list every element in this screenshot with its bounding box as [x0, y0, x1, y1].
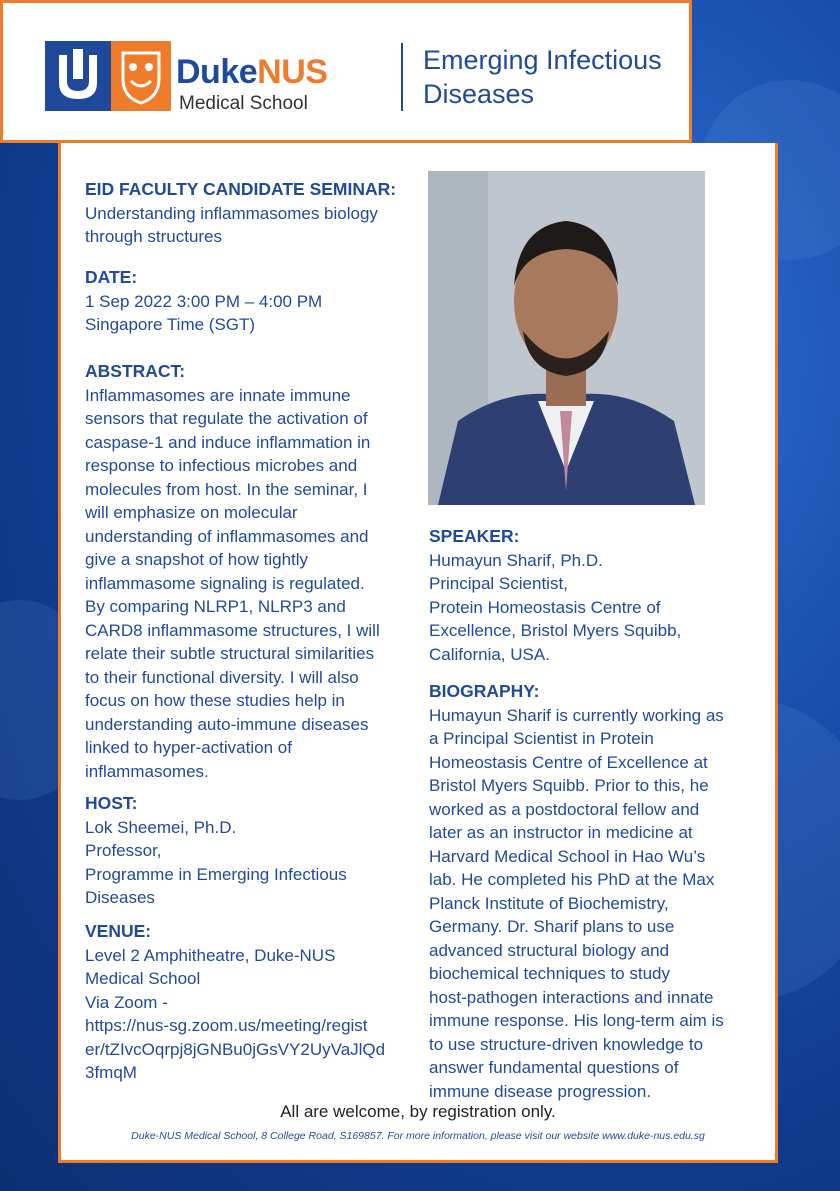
biography-line: Harvard Medical School in Hao Wu’s — [429, 846, 706, 866]
venue-section — [85, 920, 385, 1085]
biography-section — [429, 680, 724, 1103]
header-divider — [401, 43, 403, 111]
speaker-photo — [428, 171, 705, 505]
title-line: Diseases — [423, 79, 535, 109]
seminar-section — [85, 178, 396, 249]
biography-line: worked as a postdoctoral fellow and — [429, 799, 700, 819]
abstract-line: molecules from host. In the seminar, I — [85, 479, 368, 499]
speaker-line: California, USA. — [429, 644, 550, 664]
host-heading: HOST: — [85, 793, 138, 813]
date-line: 1 Sep 2022 3:00 PM – 4:00 PM — [85, 291, 323, 311]
biography-line: Humayun Sharif is currently working as — [429, 705, 724, 725]
venue-line: Medical School — [85, 969, 201, 988]
abstract-line: response to infectious microbes and — [85, 456, 358, 475]
programme-title — [423, 43, 662, 111]
biography-line: a Principal Scientist in Protein — [429, 729, 654, 748]
abstract-heading: ABSTRACT: — [85, 361, 186, 381]
speaker-heading: SPEAKER: — [429, 526, 520, 546]
seminar-line: through structures — [85, 227, 223, 246]
abstract-line: give a snapshot of how tightly — [85, 550, 309, 569]
biography-heading: BIOGRAPHY: — [429, 681, 540, 701]
venue-zoom-link[interactable]: er/tZIvcOqrpj8jGNBu0jGsVY2UyVaJlQd — [85, 1039, 386, 1059]
abstract-line: caspase-1 and induce inflammation in — [85, 432, 371, 452]
speaker-line: Principal Scientist, — [429, 574, 568, 593]
registration-note: All are welcome, by registration only. — [280, 1102, 556, 1121]
venue-line: Level 2 Amphitheatre, Duke-NUS — [85, 945, 336, 965]
biography-line: Bristol Myers Squibb. Prior to this, he — [429, 776, 709, 795]
abstract-line: understanding of inflammasomes and — [85, 526, 369, 546]
host-line: Diseases — [85, 888, 155, 907]
biography-line: answer fundamental questions of — [429, 1058, 679, 1077]
host-line: Lok Sheemei, Ph.D. — [85, 817, 237, 837]
host-section — [85, 792, 347, 910]
abstract-line: understanding auto-immune diseases — [85, 714, 369, 734]
speaker-line: Humayun Sharif, Ph.D. — [429, 550, 603, 570]
seminar-heading: EID FACULTY CANDIDATE SEMINAR: — [85, 179, 397, 199]
venue-zoom-link[interactable]: 3fmqM — [85, 1063, 137, 1082]
abstract-line: sensors that regulate the activation of — [85, 409, 368, 428]
biography-line: immune response. His long-term aim is — [429, 1011, 724, 1030]
speaker-section — [429, 525, 681, 666]
abstract-line: focus on how these studies help in — [85, 691, 345, 710]
biography-line: biochemical techniques to study — [429, 964, 670, 983]
title-line: Emerging Infectious — [423, 45, 662, 75]
header-banner — [0, 0, 692, 143]
host-line: Professor, — [85, 841, 162, 860]
seminar-line: Understanding inflammasomes biology — [85, 203, 378, 223]
date-line: Singapore Time (SGT) — [85, 315, 256, 334]
duke-shield-logo — [45, 41, 111, 111]
abstract-line: inflammasomes. — [85, 761, 209, 781]
biography-line: immune disease progression. — [429, 1081, 652, 1101]
abstract-line: inflammasome signaling is regulated. — [85, 573, 365, 593]
brand-subtitle: Medical School — [179, 93, 308, 114]
address-footer: Duke-NUS Medical School, 8 College Road, S169857. For more information, please visit our website www.duke-nus.edu.sg — [131, 1130, 705, 1142]
biography-line: host-pathogen interactions and innate — [429, 987, 714, 1007]
abstract-line: to their functional diversity. I will also — [85, 667, 359, 687]
biography-line: Germany. Dr. Sharif plans to use — [429, 917, 675, 936]
abstract-line: CARD8 inflammasome structures, I will — [85, 620, 380, 640]
biography-line: advanced structural biology and — [429, 940, 670, 960]
venue-line: Via Zoom - — [85, 992, 168, 1012]
abstract-section — [85, 360, 380, 783]
biography-line: later as an instructor in medicine at — [429, 823, 693, 842]
biography-line: Homeostasis Centre of Excellence at — [429, 752, 708, 772]
date-section — [85, 266, 322, 337]
nus-crest-logo — [111, 41, 171, 111]
host-line: Programme in Emerging Infectious — [85, 864, 347, 884]
abstract-line: By comparing NLRP1, NLRP3 and — [85, 597, 346, 616]
venue-heading: VENUE: — [85, 921, 152, 941]
speaker-line: Excellence, Bristol Myers Squibb, — [429, 621, 682, 640]
speaker-line: Protein Homeostasis Centre of — [429, 597, 661, 617]
biography-line: Planck Institute of Biochemistry, — [429, 893, 669, 913]
abstract-line: relate their subtle structural similarities — [85, 644, 375, 663]
venue-zoom-link[interactable]: https://nus-sg.zoom.us/meeting/regist — [85, 1016, 368, 1035]
abstract-line: linked to hyper-activation of — [85, 738, 292, 757]
brand-wordmark: DukeNUS — [176, 53, 328, 91]
abstract-line: Inflammasomes are innate immune — [85, 385, 351, 405]
abstract-line: will emphasize on molecular — [85, 503, 298, 522]
biography-line: lab. He completed his PhD at the Max — [429, 870, 715, 889]
date-heading: DATE: — [85, 267, 138, 287]
biography-line: to use structure-driven knowledge to — [429, 1034, 704, 1054]
